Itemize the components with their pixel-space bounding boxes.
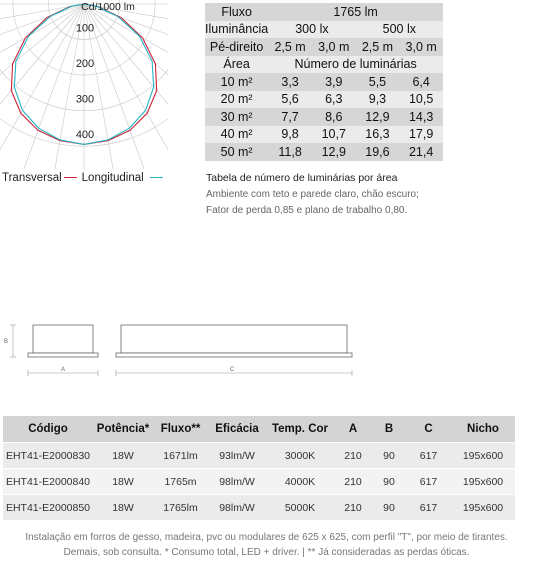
- cell-b: 90: [372, 469, 406, 495]
- front-view-flange: [116, 353, 352, 357]
- height-1: 2,5 m: [268, 38, 312, 56]
- lux-300: 300 lx: [268, 21, 355, 39]
- polar-legend: [2, 172, 168, 184]
- polar-tick-label: 200: [75, 58, 95, 71]
- legend-longitudinal-swatch: [150, 177, 163, 178]
- side-view-flange: [28, 353, 98, 357]
- cell-codigo: EHT41-E2000840: [3, 469, 93, 495]
- cell-eficacia: 93lm/W: [208, 443, 266, 469]
- cell-nicho: 195x600: [451, 495, 515, 521]
- area-cell: 40 m²: [205, 126, 268, 144]
- value-cell: 3,3: [268, 73, 312, 91]
- cell-c: 617: [406, 443, 451, 469]
- header-b: B: [372, 416, 406, 443]
- value-cell: 10,5: [399, 91, 443, 109]
- lux-row-pe-direito: [205, 38, 443, 56]
- area-cell: 50 m²: [205, 143, 268, 161]
- lux-data-row: [205, 73, 443, 91]
- cell-eficacia: 98lm/W: [208, 469, 266, 495]
- lux-row-area-header: [205, 56, 443, 74]
- numero-label: Número de luminárias: [268, 56, 443, 74]
- header-potencia: Potência*: [93, 416, 153, 443]
- polar-tick-label: 400: [75, 129, 95, 142]
- cell-fluxo: 1765lm: [153, 495, 208, 521]
- dim-label-b: B: [4, 339, 9, 345]
- cell-nicho: 195x600: [451, 443, 515, 469]
- area-cell: 20 m²: [205, 91, 268, 109]
- height-2: 3,0 m: [312, 38, 356, 56]
- product-row: [3, 495, 515, 521]
- fluxo-value: 1765 lm: [268, 3, 443, 21]
- value-cell: 16,3: [356, 126, 400, 144]
- polar-radial-ticks: [76, 23, 94, 142]
- product-row: [3, 443, 515, 469]
- lux-data-row: [205, 108, 443, 126]
- polar-grid-spoke: [0, 4, 84, 156]
- value-cell: 9,3: [356, 91, 400, 109]
- value-cell: 14,3: [399, 108, 443, 126]
- lux-data-row: [205, 126, 443, 144]
- header-fluxo: Fluxo**: [153, 416, 208, 443]
- cell-potencia: 18W: [93, 469, 153, 495]
- lux-row-fluxo: [205, 3, 443, 21]
- cell-a: 210: [334, 443, 372, 469]
- polar-unit-label: Cd/1000 lm: [81, 1, 135, 13]
- value-cell: 5,5: [356, 73, 400, 91]
- fluxo-label: Fluxo: [205, 3, 268, 21]
- value-cell: 6,4: [399, 73, 443, 91]
- polar-grid-spoke: [84, 4, 168, 92]
- footer-line-2: Demais, sob consulta. * Consumo total, LED + driver. | ** Já consideradas as perdas óticas.: [63, 547, 470, 558]
- lux-data-row: [205, 143, 443, 161]
- header-a: A: [334, 416, 372, 443]
- value-cell: 6,3: [312, 91, 356, 109]
- table-note-line-1: Ambiente com teto e parede claro, chão escuro;: [206, 189, 419, 200]
- product-table-header: [3, 416, 515, 443]
- cell-b: 90: [372, 443, 406, 469]
- cell-a: 210: [334, 495, 372, 521]
- product-table: [3, 416, 515, 520]
- value-cell: 11,8: [268, 143, 312, 161]
- polar-grid-spoke: [84, 4, 168, 156]
- legend-transversal-label: Transversal: [2, 172, 62, 184]
- cell-codigo: EHT41-E2000850: [3, 495, 93, 521]
- cell-potencia: 18W: [93, 495, 153, 521]
- value-cell: 17,9: [399, 126, 443, 144]
- dimension-drawing: [0, 318, 360, 383]
- cell-fluxo: 1671lm: [153, 443, 208, 469]
- legend-transversal-swatch: [64, 177, 77, 178]
- lux-data-row: [205, 91, 443, 109]
- value-cell: 8,6: [312, 108, 356, 126]
- value-cell: 19,6: [356, 143, 400, 161]
- cell-temp-cor: 5000K: [266, 495, 334, 521]
- side-view-body: [33, 325, 93, 353]
- cell-fluxo: 1765m: [153, 469, 208, 495]
- value-cell: 3,9: [312, 73, 356, 91]
- header-codigo: Código: [3, 416, 93, 443]
- polar-tick-label: 100: [75, 22, 95, 35]
- cell-c: 617: [406, 469, 451, 495]
- polar-grid-spoke: [84, 4, 168, 117]
- dim-label-a: A: [61, 367, 66, 373]
- polar-grid-spoke: [0, 4, 84, 64]
- value-cell: 12,9: [312, 143, 356, 161]
- dim-label-c: C: [230, 367, 235, 373]
- cell-temp-cor: 3000K: [266, 443, 334, 469]
- header-c: C: [406, 416, 451, 443]
- cell-c: 617: [406, 495, 451, 521]
- polar-tick-label: 300: [75, 93, 95, 106]
- luminaires-per-area-table: [205, 3, 443, 161]
- height-3: 2,5 m: [356, 38, 400, 56]
- cell-b: 90: [372, 495, 406, 521]
- header-temp-cor: Temp. Cor: [266, 416, 334, 443]
- value-cell: 7,7: [268, 108, 312, 126]
- value-cell: 10,7: [312, 126, 356, 144]
- cell-a: 210: [334, 469, 372, 495]
- cell-potencia: 18W: [93, 443, 153, 469]
- area-label: Área: [205, 56, 268, 74]
- iluminancia-label: Iluminância: [205, 22, 269, 37]
- polar-grid-spoke: [0, 4, 84, 92]
- table-caption: Tabela de número de luminárias por área: [206, 172, 398, 184]
- lux-row-iluminancia: [205, 21, 443, 39]
- value-cell: 5,6: [268, 91, 312, 109]
- lux-500: 500 lx: [356, 21, 443, 39]
- value-cell: 9,8: [268, 126, 312, 144]
- cell-temp-cor: 4000K: [266, 469, 334, 495]
- area-cell: 10 m²: [205, 73, 268, 91]
- table-note-line-2: Fator de perda 0,85 e plano de trabalho 0,80.: [206, 205, 408, 216]
- cell-nicho: 195x600: [451, 469, 515, 495]
- area-cell: 30 m²: [205, 108, 268, 126]
- value-cell: 21,4: [399, 143, 443, 161]
- polar-grid-spoke: [84, 4, 168, 64]
- footer-line-1: Instalação em forros de gesso, madeira, pvc ou modulares de 625 x 625, com perfil "T", por meio de tirantes.: [25, 532, 508, 543]
- polar-grid-spoke: [0, 4, 84, 117]
- product-row: [3, 469, 515, 495]
- front-view-body: [121, 325, 347, 353]
- height-4: 3,0 m: [399, 38, 443, 56]
- pe-direito-label: Pé-direito: [205, 38, 268, 56]
- legend-longitudinal-label: Longitudinal: [81, 172, 144, 184]
- header-nicho: Nicho: [451, 416, 515, 443]
- cell-eficacia: 98lm/W: [208, 495, 266, 521]
- polar-candela-chart: [0, 0, 168, 170]
- cell-codigo: EHT41-E2000830: [3, 443, 93, 469]
- header-eficacia: Eficácia: [208, 416, 266, 443]
- value-cell: 12,9: [356, 108, 400, 126]
